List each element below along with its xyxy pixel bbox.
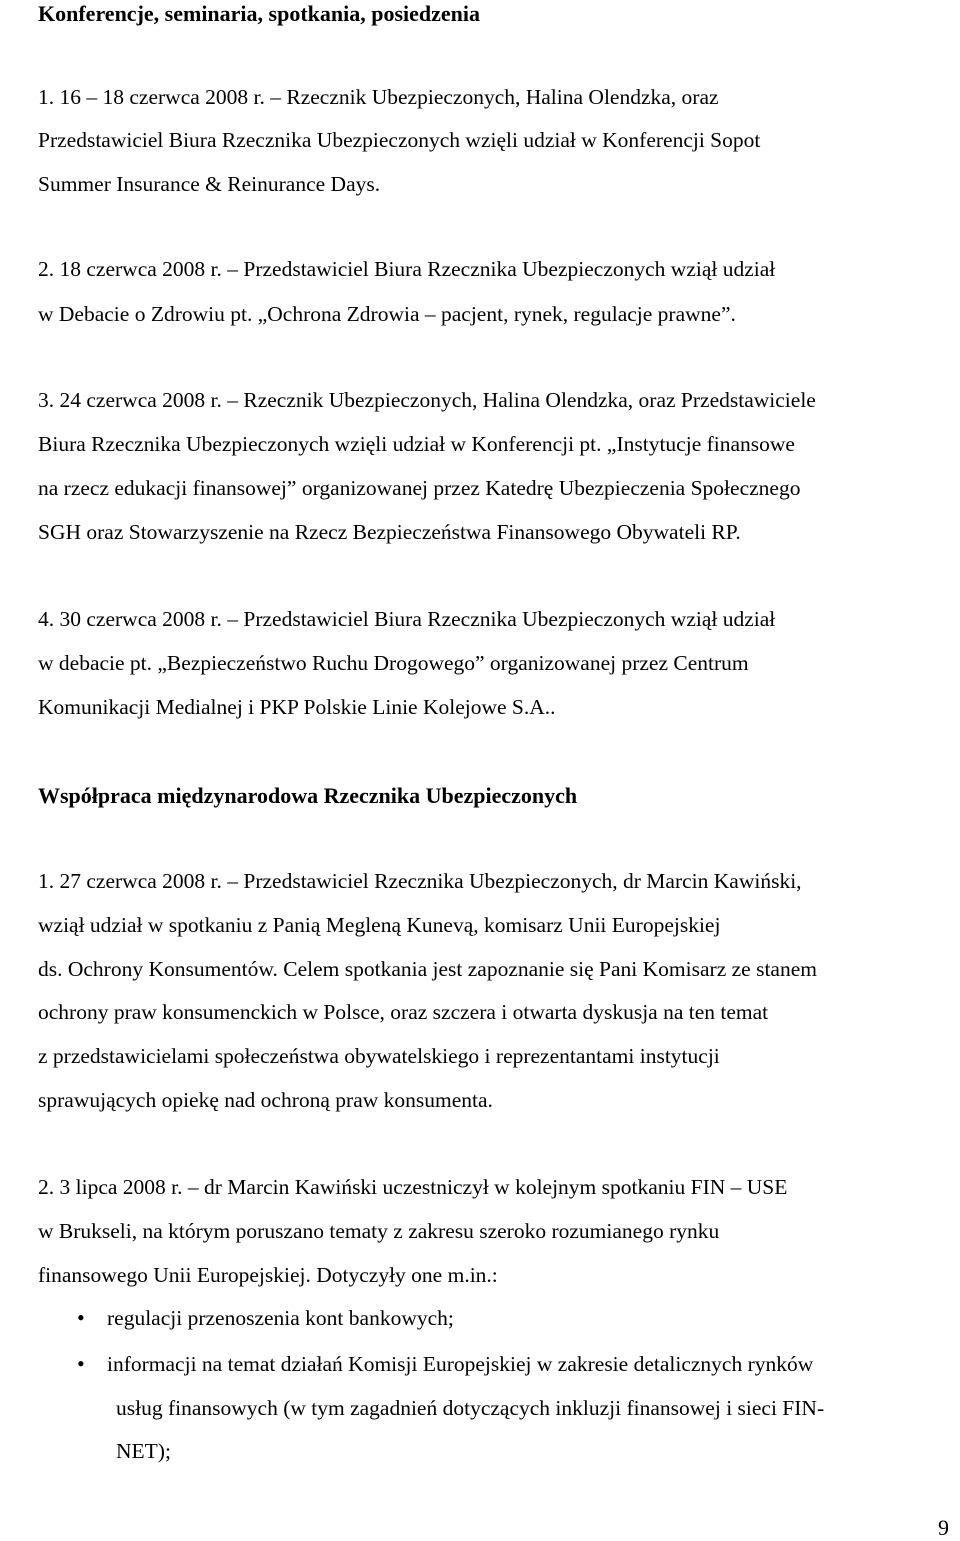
- bullet-icon: •: [77, 1305, 85, 1330]
- paragraph-line: ochrony praw konsumenckich w Polsce, oraz szczera i otwarta dyskusja na ten temat: [38, 1000, 769, 1024]
- paragraph-line: 1. 27 czerwca 2008 r. – Przedstawiciel Rzecznika Ubezpieczonych, dr Marcin Kawiński,: [38, 869, 802, 893]
- paragraph-line: w Brukseli, na którym poruszano tematy z zakresu szeroko rozumianego rynku: [38, 1219, 720, 1243]
- bullet-item: regulacji przenoszenia kont bankowych;: [107, 1306, 454, 1330]
- paragraph-line: SGH oraz Stowarzyszenie na Rzecz Bezpieczeństwa Finansowego Obywateli RP.: [38, 520, 741, 544]
- page-number: 9: [938, 1515, 949, 1540]
- paragraph-line: w debacie pt. „Bezpieczeństwo Ruchu Drogowego” organizowanej przez Centrum: [38, 651, 749, 675]
- paragraph-line: Komunikacji Medialnej i PKP Polskie Linie Kolejowe S.A..: [38, 695, 556, 719]
- paragraph-line: 2. 3 lipca 2008 r. – dr Marcin Kawiński uczestniczył w kolejnym spotkaniu FIN – USE: [38, 1175, 788, 1199]
- paragraph-line: w Debacie o Zdrowiu pt. „Ochrona Zdrowia – pacjent, rynek, regulacje prawne”.: [38, 302, 736, 326]
- bullet-item-continuation: NET);: [116, 1439, 171, 1463]
- paragraph-line: Przedstawiciel Biura Rzecznika Ubezpieczonych wzięli udział w Konferencji Sopot: [38, 128, 761, 152]
- paragraph-line: 3. 24 czerwca 2008 r. – Rzecznik Ubezpieczonych, Halina Olendzka, oraz Przedstawiciele: [38, 388, 816, 412]
- bullet-item: informacji na temat działań Komisji Europejskiej w zakresie detalicznych rynków: [107, 1352, 814, 1376]
- bullet-icon: •: [77, 1351, 85, 1376]
- paragraph-line: 2. 18 czerwca 2008 r. – Przedstawiciel Biura Rzecznika Ubezpieczonych wziął udział: [38, 257, 776, 281]
- paragraph-line: sprawujących opiekę nad ochroną praw konsumenta.: [38, 1088, 493, 1112]
- paragraph-line: finansowego Unii Europejskiej. Dotyczyły one m.in.:: [38, 1263, 498, 1287]
- paragraph-line: wziął udział w spotkaniu z Panią Megleną Kunevą, komisarz Unii Europejskiej: [38, 913, 721, 937]
- paragraph-line: na rzecz edukacji finansowej” organizowanej przez Katedrę Ubezpieczenia Społecznego: [38, 476, 801, 500]
- paragraph-line: 1. 16 – 18 czerwca 2008 r. – Rzecznik Ubezpieczonych, Halina Olendzka, oraz: [38, 85, 719, 109]
- section-heading-conferences: Konferencje, seminaria, spotkania, posiedzenia: [38, 1, 481, 26]
- bullet-item-continuation: usług finansowych (w tym zagadnień dotyczących inkluzji finansowej i sieci FIN-: [116, 1396, 825, 1420]
- paragraph-line: Biura Rzecznika Ubezpieczonych wzięli udział w Konferencji pt. „Instytucje finansowe: [38, 432, 795, 456]
- paragraph-line: z przedstawicielami społeczeństwa obywatelskiego i reprezentantami instytucji: [38, 1044, 720, 1068]
- paragraph-line: ds. Ochrony Konsumentów. Celem spotkania jest zapoznanie się Pani Komisarz ze stanem: [38, 957, 817, 981]
- paragraph-line: 4. 30 czerwca 2008 r. – Przedstawiciel Biura Rzecznika Ubezpieczonych wziął udział: [38, 607, 776, 631]
- section-heading-international: Współpraca międzynarodowa Rzecznika Ubezpieczonych: [38, 783, 578, 808]
- paragraph-line: Summer Insurance & Reinurance Days.: [38, 172, 381, 196]
